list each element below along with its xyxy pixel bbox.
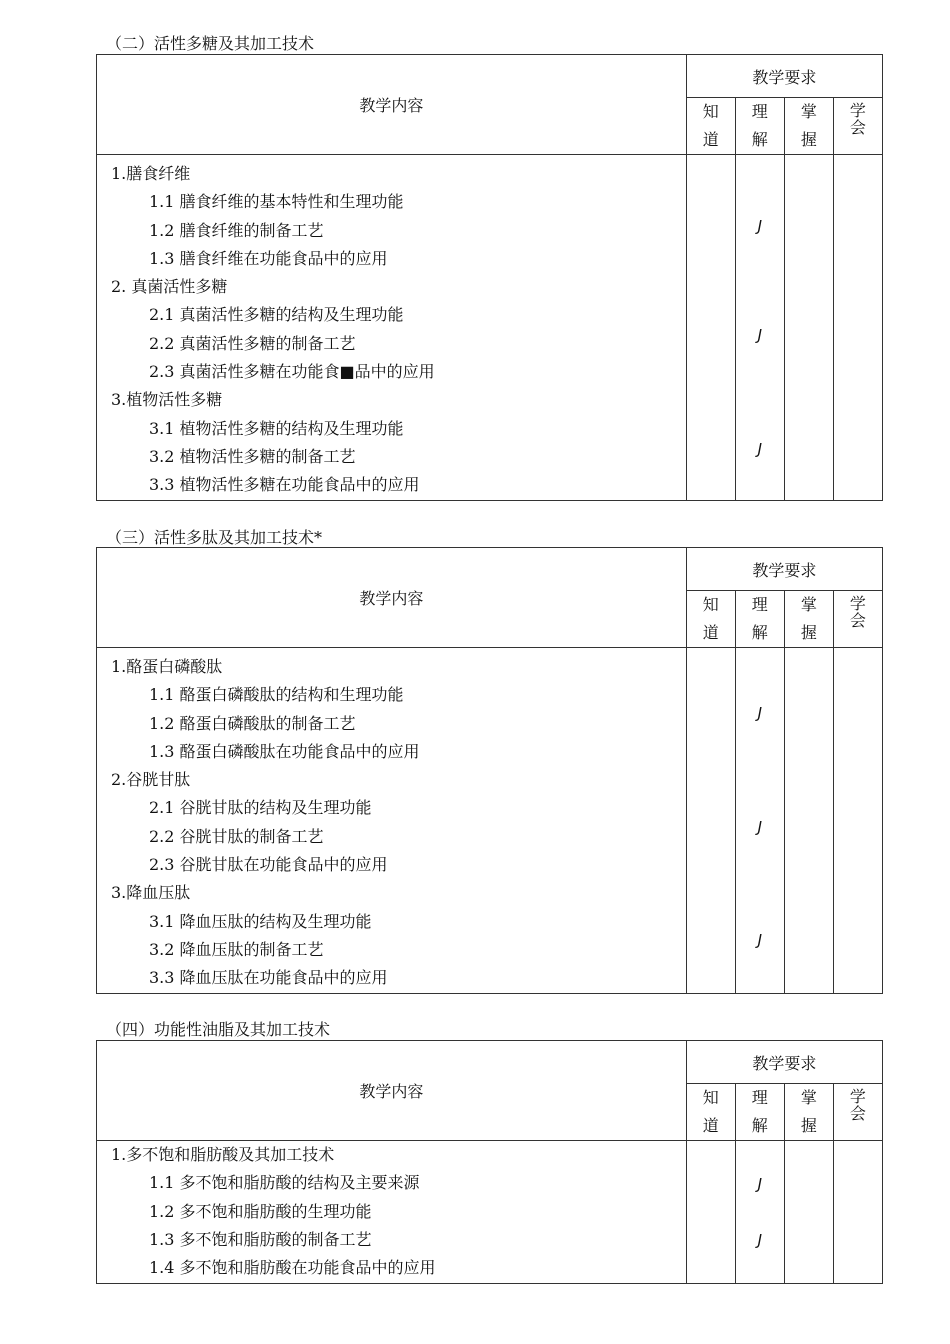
header-level-learn: 学 会 xyxy=(833,1084,882,1141)
list-item: 1.1 膳食纤维的基本特性和生理功能 xyxy=(149,192,404,212)
section-title: （四）功能性油脂及其加工技术 xyxy=(106,1020,331,1039)
content-cell xyxy=(97,155,687,501)
header-level-learn: 学 会 xyxy=(833,591,882,648)
mark-column-know xyxy=(686,648,735,994)
mark-column-learn xyxy=(833,1141,882,1284)
list-item: 2. 真菌活性多糖 xyxy=(111,277,228,297)
list-item: 1.多不饱和脂肪酸及其加工技术 xyxy=(111,1145,335,1164)
mark-column-master xyxy=(784,155,833,501)
mark-column-master xyxy=(784,648,833,994)
mark-column-know xyxy=(686,1141,735,1284)
list-item: 2.3 真菌活性多糖在功能食■品中的应用 xyxy=(149,362,435,382)
mark-column-learn xyxy=(833,648,882,994)
check-mark: J xyxy=(757,326,763,344)
list-item: 3.3 降血压肽在功能食品中的应用 xyxy=(149,968,388,988)
list-item: 3.2 植物活性多糖的制备工艺 xyxy=(149,446,356,466)
header-level-master: 掌 握 xyxy=(784,591,833,648)
list-item: 1.2 酪蛋白磷酸肽的制备工艺 xyxy=(149,713,356,733)
section-title: （三）活性多肽及其加工技术* xyxy=(106,528,323,547)
check-mark: J xyxy=(757,1231,763,1249)
mark-column-know xyxy=(686,155,735,501)
mark-column-understand xyxy=(735,648,784,994)
header-content: 教学内容 xyxy=(97,55,687,155)
list-item: 1.1 酪蛋白磷酸肽的结构和生理功能 xyxy=(149,685,404,705)
mark-column-understand xyxy=(735,1141,784,1284)
mark-column-understand xyxy=(735,155,784,501)
content-cell xyxy=(97,1141,687,1284)
header-level-master: 掌 握 xyxy=(784,1084,833,1141)
list-item: 1.酪蛋白磷酸肽 xyxy=(111,657,223,676)
list-item: 1.2 膳食纤维的制备工艺 xyxy=(149,220,324,240)
list-item: 1.1 多不饱和脂肪酸的结构及主要来源 xyxy=(149,1173,420,1193)
header-level-know: 知 道 xyxy=(686,98,735,155)
check-mark: J xyxy=(757,217,763,235)
check-mark: J xyxy=(757,704,763,722)
list-item: 2.3 谷胱甘肽在功能食品中的应用 xyxy=(149,855,388,875)
header-level-understand: 理 解 xyxy=(735,98,784,155)
requirements-table xyxy=(96,547,883,994)
header-requirement: 教学要求 xyxy=(686,548,882,591)
list-item: 2.2 真菌活性多糖的制备工艺 xyxy=(149,333,356,353)
list-item: 2.1 真菌活性多糖的结构及生理功能 xyxy=(149,305,404,325)
list-item: 1.3 膳食纤维在功能食品中的应用 xyxy=(149,248,388,268)
content-cell xyxy=(97,648,687,994)
list-item: 2.谷胱甘肽 xyxy=(111,770,191,790)
requirements-table xyxy=(96,1040,883,1284)
list-item: 3.植物活性多糖 xyxy=(111,390,223,410)
list-item: 1.膳食纤维 xyxy=(111,164,191,183)
list-item: 2.1 谷胱甘肽的结构及生理功能 xyxy=(149,798,372,818)
header-level-know: 知 道 xyxy=(686,591,735,648)
list-item: 3.3 植物活性多糖在功能食品中的应用 xyxy=(149,475,420,495)
list-item: 3.1 植物活性多糖的结构及生理功能 xyxy=(149,418,404,438)
check-mark: J xyxy=(757,440,763,458)
header-content: 教学内容 xyxy=(97,1041,687,1141)
list-item: 1.3 多不饱和脂肪酸的制备工艺 xyxy=(149,1229,372,1249)
mark-column-master xyxy=(784,1141,833,1284)
list-item: 3.降血压肽 xyxy=(111,883,191,903)
list-item: 1.3 酪蛋白磷酸肽在功能食品中的应用 xyxy=(149,741,420,761)
header-requirement: 教学要求 xyxy=(686,55,882,98)
header-requirement: 教学要求 xyxy=(686,1041,882,1084)
header-level-understand: 理 解 xyxy=(735,591,784,648)
header-level-master: 掌 握 xyxy=(784,98,833,155)
section-title: （二）活性多糖及其加工技术 xyxy=(106,34,315,53)
requirements-table xyxy=(96,54,883,501)
header-content: 教学内容 xyxy=(97,548,687,648)
list-item: 1.4 多不饱和脂肪酸在功能食品中的应用 xyxy=(149,1258,436,1278)
mark-column-learn xyxy=(833,155,882,501)
list-item: 1.2 多不饱和脂肪酸的生理功能 xyxy=(149,1201,372,1221)
list-item: 3.2 降血压肽的制备工艺 xyxy=(149,939,324,959)
header-level-learn: 学 会 xyxy=(833,98,882,155)
header-level-understand: 理 解 xyxy=(735,1084,784,1141)
check-mark: J xyxy=(757,931,763,949)
list-item: 2.2 谷胱甘肽的制备工艺 xyxy=(149,826,324,846)
check-mark: J xyxy=(757,818,763,836)
check-mark: J xyxy=(757,1175,763,1193)
list-item: 3.1 降血压肽的结构及生理功能 xyxy=(149,911,372,931)
header-level-know: 知 道 xyxy=(686,1084,735,1141)
